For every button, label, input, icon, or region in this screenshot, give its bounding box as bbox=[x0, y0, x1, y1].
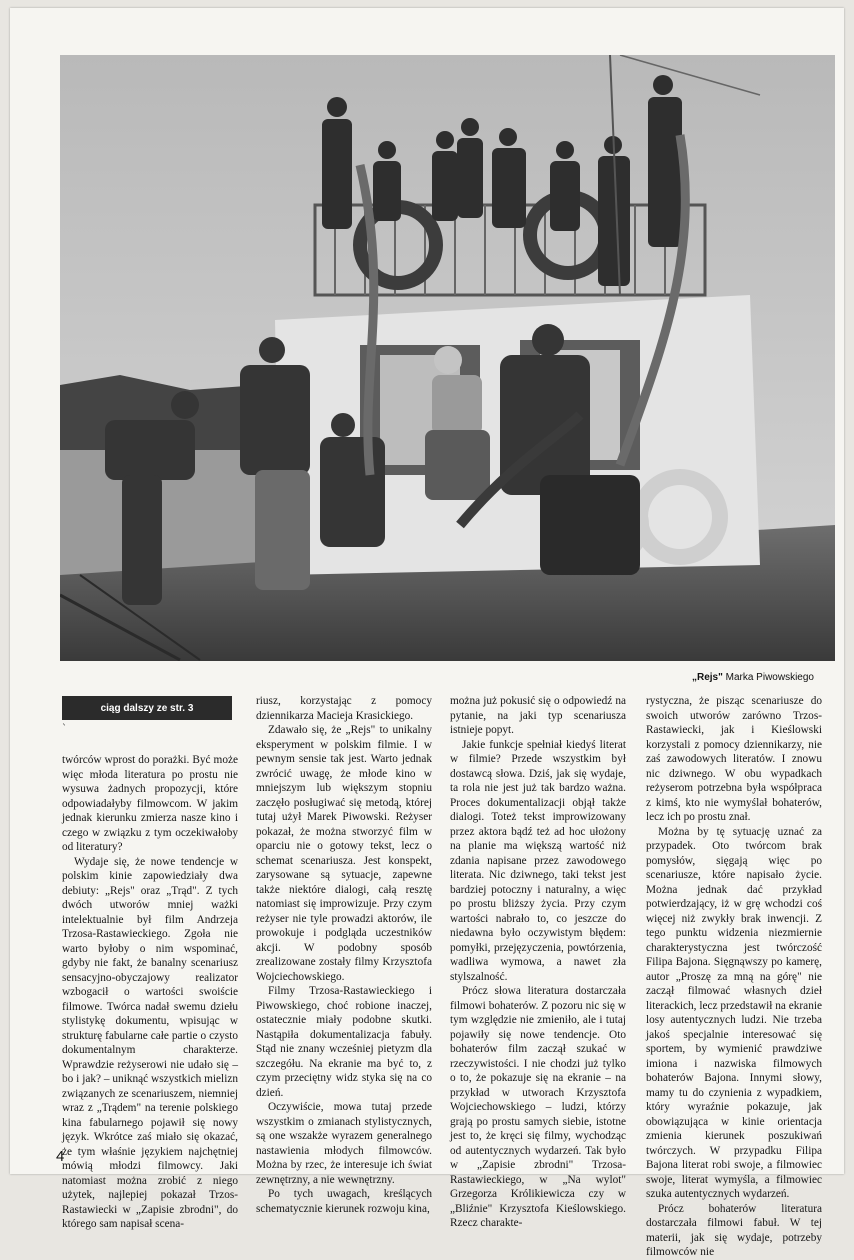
magazine-page bbox=[10, 8, 844, 1258]
paragraph: riusz, korzystając z pomocy dziennikarza Macieja Krasickiego. bbox=[256, 695, 432, 722]
paragraph: Prócz bohaterów literatura dostarczała filmowi fabuł. W tej materii, jak się wydaje, potrzeby filmowców nie bbox=[646, 1202, 822, 1258]
paragraph: Zdawało się, że „Rejs" to unikalny eksperyment w polskim filmie. I w pewnym sensie tak jest. Warto jednak zwrócić uwagę, że młode kino w mniejszym lub większym stopniu zaczęło posługiwać się metodą, której tutaj użył Marek Piwowski. Reżyser pokazał, że można stworzyć film w oparciu nie o gotowy tekst, lecz o schemat scenariusza. Jest konspekt, zarysowane są sytuacje, zapewne także niektóre dialogi, całą resztę natomiast się improwizuje. Przy czym reżyser nie tyle prowadzi aktorów, ile prowokuje i podgląda uczestników akcji. W podobny sposób zrealizowane zostały filmy Krzysztofa Wojciechowskiego. bbox=[256, 724, 432, 983]
paragraph: Filmy Trzosa-Rastawieckiego i Piwowskiego, choć robione inaczej, ostatecznie miały podobne skutki. Nastąpiła dokumentalizacja fabuły. Stąd nie znany wcześniej pietyzm dla szczegółu. Na ekranie ma być to, z czym przeciętny widz styka się na co dzień. bbox=[256, 985, 432, 1099]
separator-mark: ˋ bbox=[62, 724, 67, 735]
article-column-2 bbox=[256, 694, 432, 1216]
paragraph: Oczywiście, mowa tutaj przede wszystkim o zmianach stylistycznych, są one wszakże wyrazem generalnego nastawienia młodych filmowców. Można by rzec, że interesuje ich świat zewnętrzny, a nie wewnętrzny. bbox=[256, 1101, 432, 1186]
page-number: 4 bbox=[56, 1148, 65, 1165]
article-column-1 bbox=[62, 753, 238, 1232]
paragraph: rystyczna, że pisząc scenariusze do swoich utworów zarówno Trzos-Rastawiecki, jak i Kieślowski korzystali z pomocy dziennikarzy, nie zaś zawodowych literatów. I znowu nic dziwnego. W obu wypadkach reżyserom potrzebna była współpraca z kimś, kto nie wymyślał bohaterów, lecz ich po prostu znał. bbox=[646, 695, 822, 823]
continuation-label: ciąg dalszy ze str. 3 bbox=[62, 696, 232, 720]
paragraph: Można by tę sytuację uznać za przypadek. Oto twórcom brak pomysłów, sięgają więc po scenariusze, które napisało życie. Można jednak dać przykład potwierdzający, iż w grę wchodzi coś więcej niż zwykły brak inwencji. Z tego punktu widzenia niezmiernie charakterystyczna jest twórczość Filipa Bajona. Sięgnąwszy po kamerę, autor „Proszę za mną na górę" nie zaczął filmować własnych dzieł literackich, lecz przedstawił na ekranie losy autentycznych ludzi. Nie trzeba jakoś specjalnie interesować się sportem, by wymienić prawdziwe imiona i nazwiska filmowych bohaterów Bajona. Innymi słowy, mamy tu do czynienia z wypadkiem, który wyraźnie pokazuje, jak obowiązująca w kinie orientacja zmienia kierunek poszukiwań twórczych. W przypadku Filipa Bajona literat robi swoje, a filmowiec swoje, literat wymyśla, a filmowiec szuka autentycznych wydarzeń. bbox=[646, 825, 822, 1200]
paragraph: Jakie funkcje spełniał kiedyś literat w filmie? Przede wszystkim był dostawcą słowa. Dziś, jak się wydaje, ta rola nie jest już tak bardzo ważna. Proces dokumentalizacji objął także dialogi. Toteż tekst improwizowany przez aktora bądź też ad hoc ułożony na planie ma większą wartość niż zdania napisane przez zawodowego literata. Nic dziwnego, taki tekst jest bardziej potoczny i naturalny, a więc po prostu bliższy życia. Przy czym wartości nabrało to, co jeszcze do niedawna było oczywistym błędem: pomyłki, przejęzyczenia, powtórzenia, wadliwa wymowa, a nawet zła stylszalność. bbox=[450, 738, 626, 983]
article-column-4 bbox=[646, 694, 822, 1260]
ship-deck-photo-image bbox=[60, 55, 835, 661]
caption-author: Marka Piwowskiego bbox=[722, 672, 814, 683]
paragraph: Prócz słowa literatura dostarczała filmowi bohaterów. Z pozoru nic się w tym względzie nie zmieniło, ale i tutaj pojawiły się nowe tendencje. Oto bohaterów film zaczął szukać w rzeczywistości. I nie chodzi już tylko o to, że pokazuje się na ekranie – na przykład w utworach Krzysztofa Wojciechowskiego – ludzi, którzy grają po prostu samych siebie, istotne jest to, że kręci się filmy, wychodząc od autentycznych wydarzeń. Tak było w „Zapisie zbrodni" Trzosa-Rastawieckiego, w „Na wylot" Grzegorza Królikiewicza czy w „Bliźnie" Krzysztofa Kieślowskiego. Rzecz charakte- bbox=[450, 985, 626, 1229]
caption-title: „Rejs" bbox=[691, 672, 723, 683]
photo-caption bbox=[692, 672, 814, 683]
paragraph: można już pokusić się o odpowiedź na pytanie, na jaki typ scenariusza istnieje popyt. bbox=[450, 695, 626, 736]
paragraph: twórców wprost do porażki. Być może więc młoda literatura po prostu nie wysuwa żadnych propozycji, które odpowiadałyby filmowcom. W jakim jednak kierunku zmierza nasze kino i czego w związku z tym oczekiwałoby od literatury? bbox=[62, 754, 238, 853]
paragraph: Po tych uwagach, kreślących schematycznie kierunek rozwoju kina, bbox=[256, 1188, 432, 1215]
article-column-3 bbox=[450, 694, 626, 1231]
film-still-photo bbox=[60, 55, 835, 661]
paragraph: Wydaje się, że nowe tendencje w polskim kinie zapowiedziały dwa debiuty: „Rejs" oraz „Trąd". Z tych dwóch utworów mniej ważki intelektualnie był film Andrzeja Trzosa-Rastawieckiego. Zgoła nie warto byłoby o nim wspominać, gdyby nie fakt, że banalny scenariusz sensacyjno-obyczajowy realizator wzbogacił o wartości swoiście filmowe. Twórca nadał swemu dziełu stylistykę dokumentu, wpisując w strukturę fabularne całe partie o czysto dokumentalnym charakterze. Wprawdzie reżyserowi nie udało się – bo i jak? – uniknąć wszystkich mielizn związanych ze scenariuszem, niemniej wraz z „Trądem" na terenie polskiego kina fabularnego pojawił się nowy język. Wkrótce zaś miało się okazać, że tym właśnie językiem najchętniej mówią młodzi filmowcy. Jaki natomiast można zrobić z niego użytek, najlepiej pokazał Trzos-Rastawiecki w „Zapisie zbrodni", do którego sam napisał scena- bbox=[62, 855, 238, 1230]
